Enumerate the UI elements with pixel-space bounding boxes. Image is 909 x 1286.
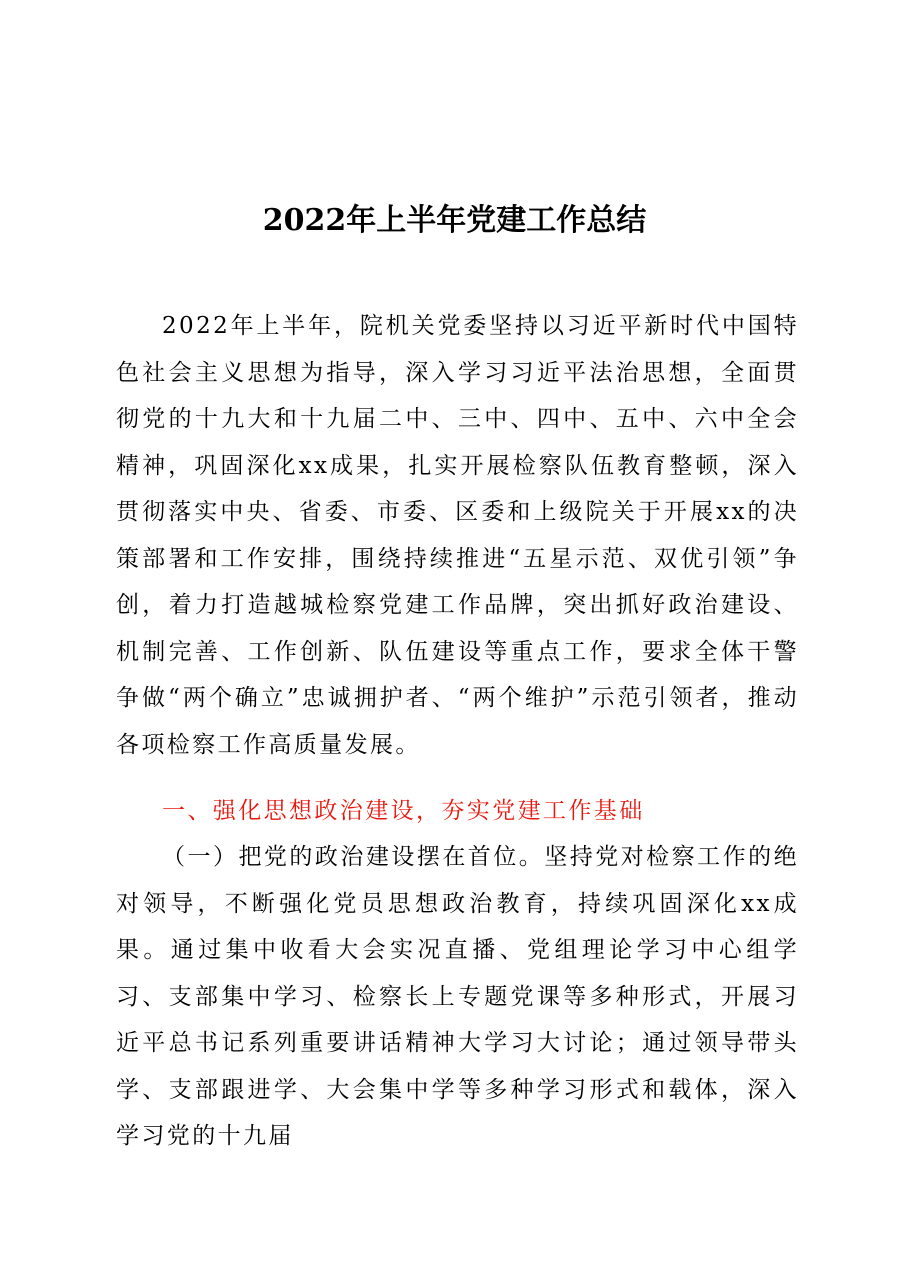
section-paragraph: （一）把党的政治建设摆在首位。坚持党对检察工作的绝对领导，不断强化党员思想政治教育，持续巩固深化xx成果。通过集中收看大会实况直播、党组理论学习中心组学习、支部集中学习、检察长上专题党课等多种形式，开展习近平总书记系列重要讲话精神大学习大讨论；通过领导带头学、支部跟进学、大会集中学等多种学习形式和载体，深入学习党的十九届 <box>116 844 799 1149</box>
intro-paragraph: 2022年上半年，院机关党委坚持以习近平新时代中国特色社会主义思想为指导，深入学习习近平法治思想，全面贯彻党的十九大和十九届二中、三中、四中、五中、六中全会精神，巩固深化xx成果，扎实开展检察队伍教育整顿，深入贯彻落实中央、省委、市委、区委和上级院关于开展xx的决策部署和工作安排，围绕持续推进“五星示范、双优引领”争创，着力打造越城检察党建工作品牌，突出抓好政治建设、机制完善、工作创新、队伍建设等重点工作，要求全体干警争做“两个确立”忠诚拥护者、“两个维护”示范引领者，推动各项检察工作高质量发展。 <box>116 313 799 758</box>
document-title: 2022年上半年党建工作总结 <box>262 203 647 238</box>
section-heading: 一、强化思想政治建设，夯实党建工作基础 <box>162 798 645 824</box>
